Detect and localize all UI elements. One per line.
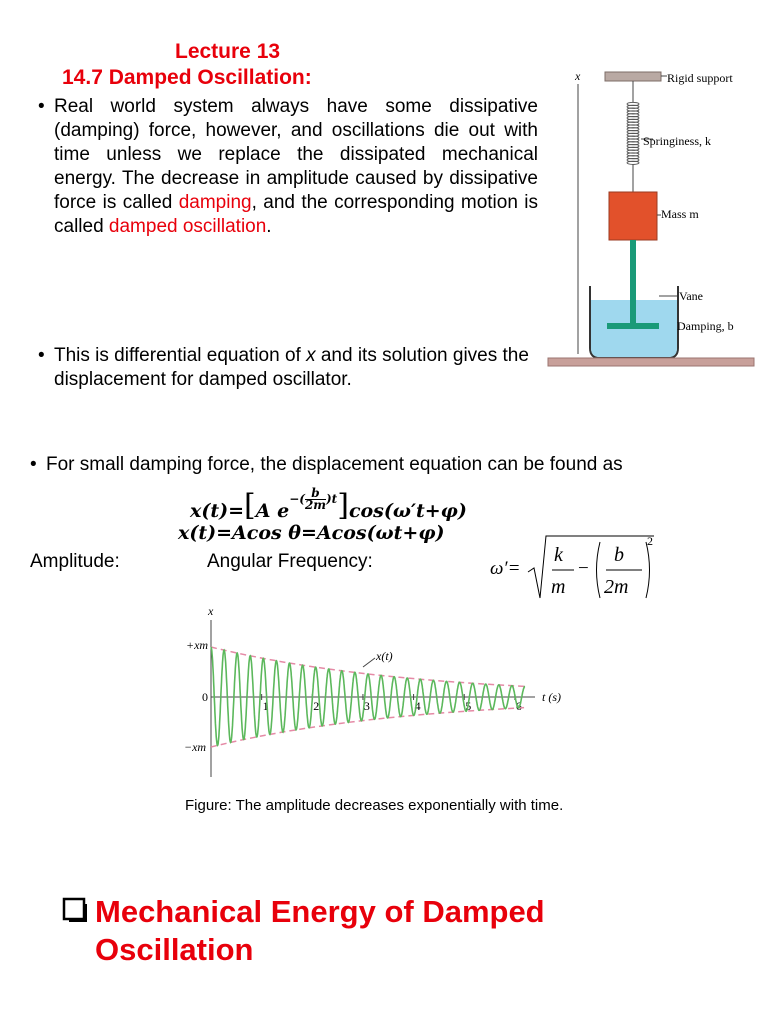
- term-damping: damping: [178, 192, 252, 213]
- omega-prime: ω′=: [490, 558, 521, 579]
- damped-oscillation-graph: [180, 605, 570, 780]
- envelope-upper: [211, 647, 525, 686]
- graph-x-axis-label: t (s): [542, 690, 561, 704]
- x-tick-label: 6: [515, 699, 522, 713]
- bullet-mark: •: [30, 454, 37, 475]
- x-tick-label: 4: [414, 699, 421, 713]
- springiness-label: Springiness, k: [643, 134, 712, 148]
- amplitude-label: Amplitude:: [30, 551, 120, 572]
- x-tick-label: 2: [313, 699, 320, 713]
- sqrt-sign: [526, 532, 661, 602]
- y-max-label: +xm: [186, 638, 209, 652]
- angular-frequency-label: Angular Frequency:: [207, 551, 373, 572]
- exponent-two: 2: [647, 534, 653, 548]
- bullet-paragraph-1: • Real world system always have some dissipative (damping) force, however, and oscillations die out with time unless we replace the dissipated mechanical energy. The decrease in amplitude caused by dissipative force is called damping, and the corresponding motion is called damped oscillation.: [38, 96, 538, 237]
- ground: [548, 358, 754, 366]
- equation-damped-displacement: x(t)=[A e−( $\frac{b}{2m}$ )t]cos(ω′t+φ): [190, 486, 467, 523]
- bullet-mark: •: [38, 345, 45, 366]
- mass-block: [609, 192, 657, 240]
- rigid-support: [605, 72, 661, 81]
- angular-frequency-formula: [490, 532, 660, 604]
- bullet-paragraph-2: • This is differential equation of x and its solution gives the displacement for damped oscillator.: [38, 345, 529, 390]
- section-title: 14.7 Damped Oscillation:: [62, 66, 312, 89]
- two-m-symbol: 2m: [604, 576, 629, 598]
- k-symbol: k: [554, 544, 563, 566]
- checkbox-bullet-icon: [62, 897, 88, 923]
- y-min-label: −xm: [184, 740, 207, 754]
- spring: [627, 102, 639, 164]
- bullet-paragraph-3: • For small damping force, the displacement equation can be found as: [30, 454, 623, 475]
- bullet-mark: •: [38, 96, 45, 117]
- x-tick-label: 1: [262, 699, 269, 713]
- apparatus-x-label: x: [575, 69, 581, 83]
- damped-oscillator-apparatus: [545, 64, 760, 370]
- damped-wave: [211, 647, 525, 745]
- vane-label: Vane: [679, 289, 703, 303]
- m-symbol: m: [551, 576, 566, 598]
- exponent: −( $\frac{b}{2m}$ )t: [289, 486, 338, 512]
- graph-y-axis-label: x: [208, 605, 214, 618]
- x-tick-label: 3: [363, 699, 370, 713]
- damping-label: Damping, b: [677, 319, 734, 333]
- rigid-support-label: Rigid support: [667, 71, 733, 85]
- y-zero-label: 0: [202, 690, 208, 704]
- figure-caption: Figure: The amplitude decreases exponentially with time.: [185, 797, 564, 814]
- x-tick-label: 5: [465, 699, 472, 713]
- mass-label: Mass m: [661, 207, 699, 221]
- heading-line-1: Mechanical Energy of Damped: [95, 894, 545, 929]
- equation-simple-displacement: x(t)=Acos θ=Acos(ωt+φ): [178, 522, 445, 544]
- minus-sign: −: [578, 558, 589, 579]
- curve-label: x(t): [376, 649, 393, 663]
- vane: [607, 323, 659, 329]
- term-damped-oscillation: damped oscillation: [108, 216, 267, 237]
- b-symbol: b: [614, 544, 624, 566]
- lecture-title: Lecture 13: [175, 40, 281, 63]
- heading-line-2: Oscillation: [95, 932, 254, 967]
- vane-rod: [630, 240, 636, 325]
